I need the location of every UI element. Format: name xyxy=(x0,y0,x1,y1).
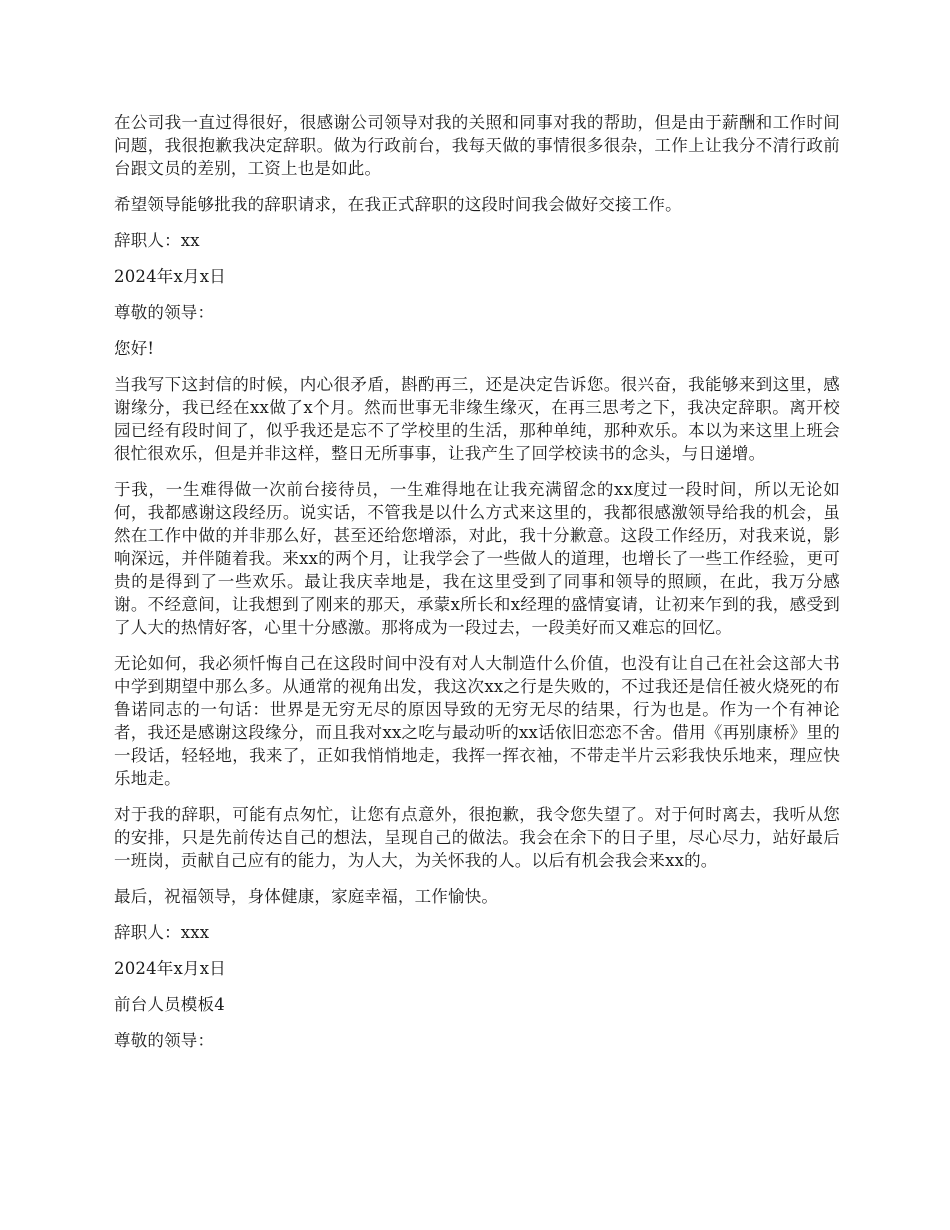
paragraph-body-2: 于我，一生难得做一次前台接待员，一生难得地在让我充满留念的xx度过一段时间，所以无论如何，我都感谢这段经历。说实话，不管我是以什么方式来这里的，我都很感激领导给我的机会，虽然在工作中做的并非那么好，甚至还给您增添，对此，我十分歉意。这段工作经历，对我来说，影响深远，并伴随着我。来xx的两个月，让我学会了一些做人的道理，也增长了一些工作经验，更可贵的是得到了一些欢乐。最让我庆幸地是，我在这里受到了同事和领导的照顾，在此，我万分感谢。不经意间，让我想到了刚来的那天，承蒙x所长和x经理的盛情宴请，让初来乍到的我，感受到了人大的热情好客，心里十分感激。那将成为一段过去，一段美好而又难忘的回忆。 xyxy=(114,480,840,637)
salutation: 尊敬的领导： xyxy=(114,303,215,322)
paragraph-body-1: 当我写下这封信的时候，内心很矛盾，斟酌再三，还是决定告诉您。很兴奋，我能够来到这里，感谢缘分，我已经在xx做了x个月。然而世事无非缘生缘灭，在再三思考之下，我决定辞职。离开校园已经有段时间了，似乎我还是忘不了学校里的生活，那种单纯，那种欢乐。本以为来这里上班会很忙很欢乐，但是并非这样，整日无所事事，让我产生了回学校读书的念头，与日递增。 xyxy=(114,375,840,463)
paragraph-request: 希望领导能够批我的辞职请求，在我正式辞职的这段时间我会做好交接工作。 xyxy=(114,195,682,214)
signature-date: 2024年x月x日 xyxy=(114,267,226,286)
signature-date-2: 2024年x月x日 xyxy=(114,959,226,978)
salutation-2: 尊敬的领导： xyxy=(114,1031,215,1050)
paragraph-body-3: 无论如何，我必须忏悔自己在这段时间中没有对人大制造什么价值，也没有让自己在社会这部大书中学到期望中那么多。从通常的视角出发，我这次xx之行是失败的，不过我还是信任被火烧死的布鲁诺同志的一句话：世界是无穷无尽的原因导致的无穷无尽的结果，行为也是。作为一个有神论者，我还是感谢这段缘分，而且我对xx之吃与最动听的xx话依旧恋恋不舍。借用《再别康桥》里的一段话，轻轻地，我来了，正如我悄悄地走，我挥一挥衣袖，不带走半片云彩我快乐地来，理应快乐地走。 xyxy=(114,654,840,788)
template-heading: 前台人员模板4 xyxy=(114,995,225,1014)
paragraph-intro: 在公司我一直过得很好，很感谢公司领导对我的关照和同事对我的帮助，但是由于薪酬和工作时间问题，我很抱歉我决定辞职。做为行政前台，我每天做的事情很多很杂，工作上让我分不清行政前台跟文员的差别，工资上也是如此。 xyxy=(114,113,840,178)
greeting: 您好! xyxy=(114,339,155,358)
closing-wishes: 最后，祝福领导，身体健康，家庭幸福，工作愉快。 xyxy=(114,887,499,906)
paragraph-body-4: 对于我的辞职，可能有点匆忙，让您有点意外，很抱歉，我令您失望了。对于何时离去，我听从您的安排，只是先前传达自己的想法，呈现自己的做法。我会在余下的日子里，尽心尽力，站好最后一班岗，贡献自己应有的能力，为人大，为关怀我的人。以后有机会我会来xx的。 xyxy=(114,805,840,870)
signature-name-2: 辞职人：xxx xyxy=(114,923,210,942)
signature-name: 辞职人：xx xyxy=(114,231,200,250)
document-page xyxy=(114,111,840,1065)
